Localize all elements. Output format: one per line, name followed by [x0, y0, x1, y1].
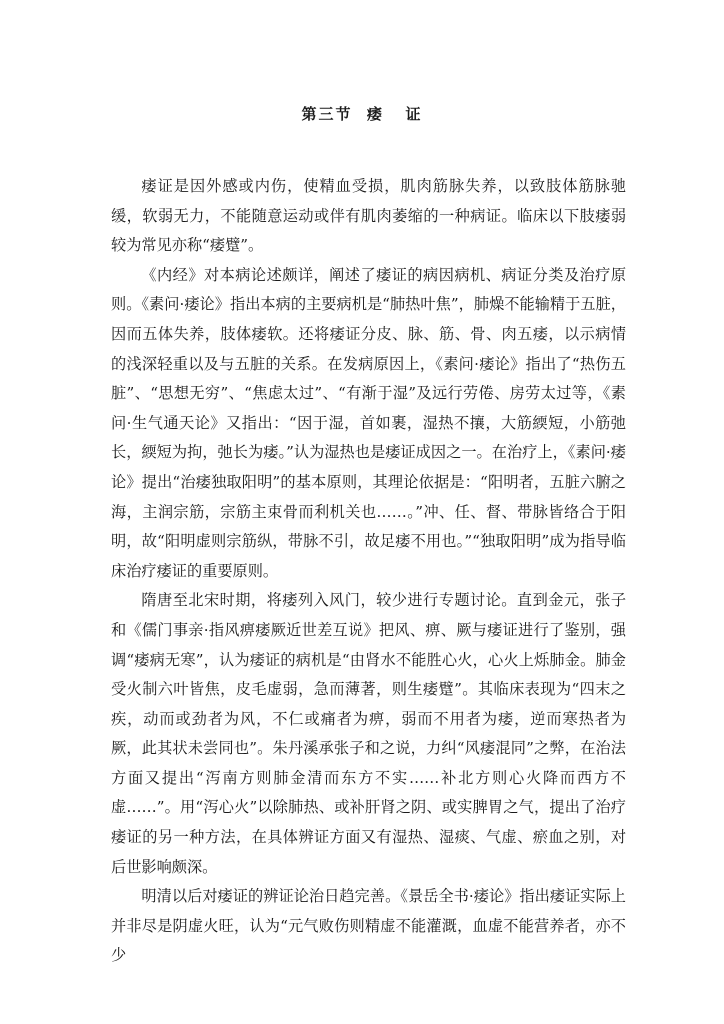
paragraph-1: 痿证是因外感或内伤，使精血受损，肌肉筋脉失养，以致肢体筋脉驰缓，软弱无力，不能随意运动或伴有肌肉萎缩的一种病证。临床以下肢痿弱较为常见亦称“痿躄”。	[111, 177, 626, 255]
paragraph-2: 《内经》对本病论述颇详，阐述了痿证的病因病机、病证分类及治疗原则。《素问·痿论》指出本病的主要病机是“肺热叶焦”，肺燥不能输精于五脏，因而五体失养，肢体痿软。还将痿证分皮、脉、筋、骨、肉五痿，以示病情的浅深轻重以及与五脏的关系。在发病原因上，《素问·痿论》指出了“热伤五脏”、“思想无穷”、“焦虑太过”、“有渐于湿”及远行劳倦、房劳太过等，《素问·生气通天论》又指出：“因于湿，首如裹，湿热不攘，大筋緛短，小筋弛长，緛短为拘，弛长为痿。”认为湿热也是痿证成因之一。在治疗上，《素问·痿论》提出“治痿独取阳明”的基本原则，其理论依据是：“阳明者，五脏六腑之海，主润宗筋，宗筋主束骨而利机关也……。”冲、任、督、带脉皆络合于阳明，故“阳明虚则宗筋纵，带脉不引，故足痿不用也。”“独取阳明”成为指导临床治疗痿证的重要原则。	[111, 265, 626, 580]
paragraph-3: 隋唐至北宋时期，将痿列入风门，较少进行专题讨论。直到金元，张子和《儒门事亲·指风痹痿厥近世差互说》把风、痹、厥与痿证进行了鉴别，强调“痿病无寒”，认为痿证的病机是“由肾水不能胜心火，心火上烁肺金。肺金受火制六叶皆焦，皮毛虚弱，急而薄著，则生痿躄”。其临床表现为“四末之疾，动而或劲者为风，不仁或痛者为痹，弱而不用者为痿，逆而寒热者为厥，此其状未尝同也”。朱丹溪承张子和之说，力纠“风痿混同”之弊，在治法方面又提出“泻南方则肺金清而东方不实……补北方则心火降而西方不虚……”。用“泻心火”以除肺热、或补肝肾之阴、或实脾胃之气，提出了治疗痿证的另一种方法，在具体辨证方面又有湿热、湿痰、气虚、瘀血之别，对后世影响颇深。	[111, 591, 626, 876]
paragraph-4: 明清以后对痿证的辨证论治日趋完善。《景岳全书·痿论》指出痿证实际上并非尽是阴虚火旺，认为“元气败伤则精虚不能灌溉，血虚不能营养者，亦不少	[111, 887, 626, 965]
section-title-text: 第三节 痿 证	[301, 105, 423, 123]
body-text	[111, 172, 626, 971]
section-title	[0, 103, 724, 124]
